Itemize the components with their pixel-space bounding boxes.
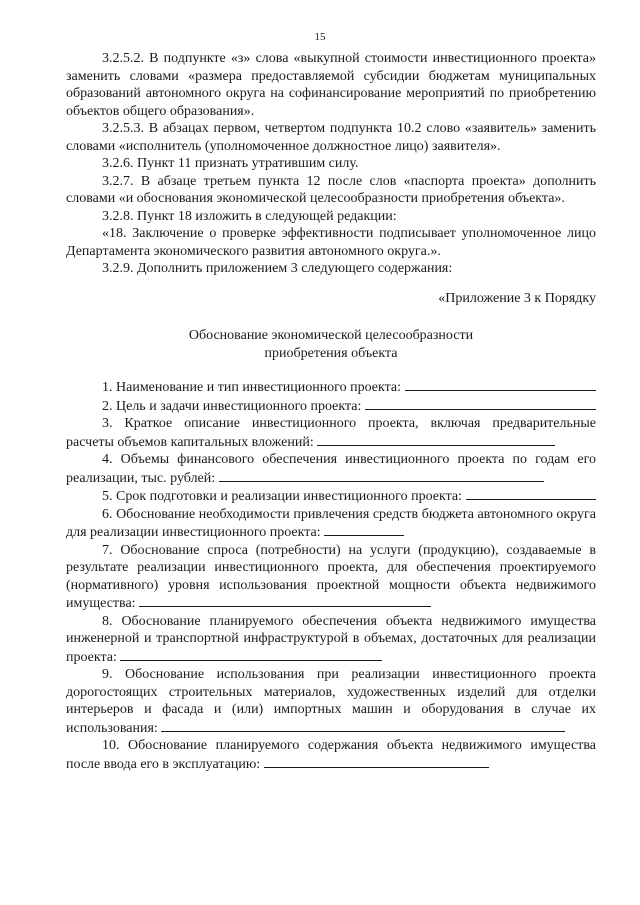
form-title-line-1: Обоснование экономической целесообразности: [188, 328, 474, 343]
form-item-7: 7. Обоснование спроса (потребности) на услуги (продукцию), создаваемые в результате реализации инвестиционного проекта, для обеспечения проектируемого (нормативного) уровня использования проектной мощности объекта недвижимого имущества:: [66, 542, 596, 611]
paragraph-3-2-5-2: 3.2.5.2. В подпункте «з» слова «выкупной стоимости инвестиционного проекта» заменить словами «размера предоставляемой субсидии бюджетам муниципальных образований автономного округа на софинансирование мероприятий по приобретению объектов общего образования».: [66, 51, 596, 119]
form-item-8: 8. Обоснование планируемого обеспечения объекта недвижимого имущества инженерной и транспортной инфраструктурой в объемах, достаточных для реализации проекта:: [66, 613, 596, 665]
fill-line: [139, 594, 431, 607]
fill-line: [161, 719, 565, 732]
fill-line: [466, 487, 596, 500]
form-item-9: 9. Обоснование использования при реализации инвестиционного проекта дорогостоящих строительных материалов, художественных изделий для отделки интерьеров и фасада и (или) импортных машин и оборудования в случае их использования:: [66, 667, 596, 736]
appendix-reference: «Приложение 3 к Порядку: [438, 290, 596, 306]
form-item-6: 6. Обоснование необходимости привлечения средств бюджета автономного округа для реализации инвестиционного проекта:: [66, 506, 596, 540]
form-item-1: 1. Наименование и тип инвестиционного проекта:: [66, 378, 596, 397]
paragraph-3-2-6: 3.2.6. Пункт 11 признать утратившим силу.: [102, 156, 359, 171]
fill-line: [405, 378, 596, 391]
fill-line: [317, 433, 555, 446]
paragraph-3-2-7: 3.2.7. В абзаце третьем пункта 12 после слов «паспорта проекта» дополнить словами «и обоснования экономической целесообразности приобретения объекта».: [66, 173, 596, 206]
form-item-4: 4. Объемы финансового обеспечения инвестиционного проекта по годам его реализации, тыс. рублей:: [66, 452, 596, 486]
paragraph-3-2-9: 3.2.9. Дополнить приложением 3 следующего содержания:: [102, 261, 453, 276]
fill-line: [264, 755, 489, 768]
fill-line: [120, 648, 382, 661]
form-item-5: 5. Срок подготовки и реализации инвестиционного проекта:: [66, 487, 596, 506]
form-title: [66, 327, 596, 362]
form-title-line-2: приобретения объекта: [264, 345, 398, 361]
form-item-2: 2. Цель и задачи инвестиционного проекта:: [66, 397, 596, 416]
document-body: [66, 50, 596, 773]
form-item-3: 3. Краткое описание инвестиционного проекта, включая предварительные расчеты объемов капитальных вложений:: [66, 416, 596, 450]
fill-line: [324, 523, 404, 536]
paragraph-3-2-8: 3.2.8. Пункт 18 изложить в следующей редакции:: [102, 208, 397, 224]
paragraph-18-quote: «18. Заключение о проверке эффективности подписывает уполномоченное лицо Департамента экономического развития автономного округа.».: [66, 226, 596, 259]
page-number: 15: [314, 31, 326, 43]
fill-line: [219, 469, 544, 482]
form-item-10: 10. Обоснование планируемого содержания объекта недвижимого имущества после ввода его в эксплуатацию:: [66, 738, 596, 772]
fill-line: [365, 397, 596, 410]
paragraph-3-2-5-3: 3.2.5.3. В абзацах первом, четвертом подпункта 10.2 слово «заявитель» заменить словами «исполнитель (уполномоченное должностное лицо) заявителя».: [66, 121, 596, 154]
